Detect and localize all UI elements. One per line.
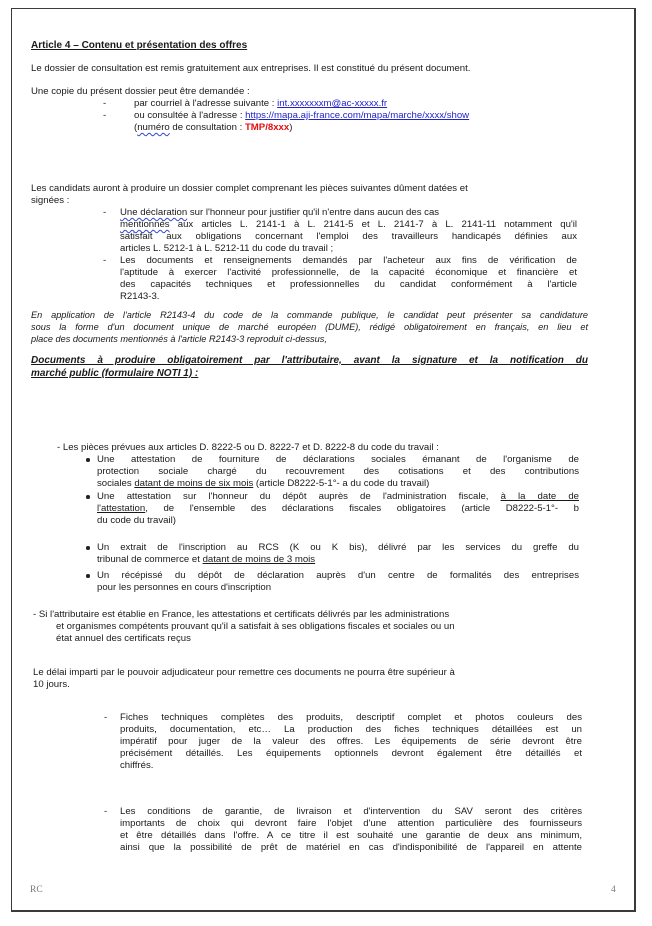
spellcheck-word: numéro	[137, 122, 170, 133]
paren-open: (	[134, 122, 138, 133]
section-heading: Article 4 – Contenu et présentation des offres	[31, 40, 248, 51]
bullet-icon	[86, 495, 90, 499]
pieces-bullet-1	[97, 454, 579, 490]
line: importants de choix qui devront faire l'objet d'une attention particulière des fournisseurs	[120, 818, 582, 829]
email-link[interactable]: int.xxxxxxxm@ac-xxxxx.fr	[277, 98, 388, 109]
requirement-warranty	[120, 806, 582, 854]
list-dash: -	[104, 806, 108, 817]
underlined-text: datant de moins de 3 mois	[202, 554, 316, 565]
line: Une attestation de fourniture de déclarations sociales émanant de l'organisme de	[97, 454, 579, 465]
page-number: 4	[611, 885, 616, 895]
line: des capacités techniques et professionnelles du candidat conformément à l'article	[120, 279, 577, 290]
line: protection sociale chargé du recouvrement des cotisations et des contributions	[97, 466, 579, 477]
attributaire-heading	[31, 354, 588, 380]
line-text: sur l'honneur pour justifier qu'il n'entre dans aucun des cas	[187, 207, 440, 218]
line: R2143-3.	[120, 291, 160, 302]
consultation-url-link[interactable]: https://mapa.aji-france.com/mapa/marche/xxxx/show	[245, 110, 470, 121]
spellcheck-word: mentionnés	[120, 219, 170, 230]
line	[97, 554, 579, 566]
copy-request-lead: Une copie du présent dossier peut être demandée :	[31, 86, 250, 97]
requirement-technical-sheets	[120, 712, 582, 772]
line: pour les personnes en cours d'inscription	[97, 582, 272, 593]
france-clause-line2: et organismes compétents prouvant qu'il a satisfait à ses obligations fiscales et sociales ou un	[56, 621, 455, 632]
pieces-bullet-4	[97, 570, 579, 594]
copy-request-url-item	[134, 110, 469, 122]
line: articles L. 5212-1 à L. 5212-11 du code du travail ;	[120, 243, 334, 254]
line: marché public (formulaire NOTI 1) :	[31, 368, 199, 379]
candidate-item-declaration	[120, 207, 577, 255]
text: sociales	[97, 478, 135, 489]
line	[97, 503, 579, 515]
bullet-icon	[86, 458, 90, 462]
paren-close: )	[289, 122, 293, 133]
line	[120, 207, 577, 219]
consultation-number-label: de consultation :	[169, 122, 245, 133]
line-text: aux articles L. 2141-1 à L. 2141-5 et L. 2141-7 à L. 2141-11 notamment qu'il	[169, 219, 577, 230]
line: l'aptitude à exercer l'activité professionnelle, de la capacité économique et financière et	[120, 267, 577, 278]
line: Un récépissé du dépôt de déclaration auprès d'un centre de formalités des entreprises	[97, 570, 579, 581]
pieces-bullet-3	[97, 542, 579, 566]
line: sous la forme d'un document unique de marché européen (DUME), rédigé obligatoirement en français, en lieu et	[31, 322, 588, 332]
candidate-item-documents	[120, 255, 577, 303]
delay-line1: Le délai imparti par le pouvoir adjudicateur pour remettre ces documents ne pourra être supérieur à	[33, 667, 455, 678]
copy-request-email-item	[134, 98, 387, 110]
line: Documents à produire obligatoirement par l'attributaire, avant la signature et la notification du	[31, 355, 588, 366]
pieces-lead: - Les pièces prévues aux articles D. 8222-5 ou D. 8222-7 et D. 8222-8 du code du travail :	[57, 442, 439, 453]
consultation-number-value: TMP/8xxx	[244, 122, 290, 133]
line: chiffrés.	[120, 760, 154, 771]
candidates-lead: Les candidats auront à produire un dossier complet comprenant les pièces suivantes dûment datées et	[31, 183, 468, 194]
line: Les documents et renseignements demandés par l'acheteur aux fins de vérification de	[120, 255, 577, 266]
list-dash: -	[103, 207, 107, 218]
france-clause-line3: état annuel des certificats reçus	[56, 633, 191, 644]
line	[97, 478, 579, 490]
line	[97, 491, 579, 503]
bullet-icon	[86, 546, 90, 550]
line: produits, documentation, etc… La production des fiches techniques détaillées est un	[120, 724, 582, 735]
candidates-lead-cont: signées :	[31, 195, 70, 206]
line: impératif pour juger de la valeur des offres. Les équipements de série devront être	[120, 736, 582, 747]
item-text: par courriel à l'adresse suivante :	[134, 98, 278, 109]
bullet-icon	[86, 574, 90, 578]
underlined-text: datant de moins de six mois	[134, 478, 254, 489]
france-clause-line1: - Si l'attributaire est établie en France, les attestations et certificats délivrés par les administrations	[33, 609, 450, 620]
text: (article D8222-5-1°- a du code du travail)	[253, 478, 430, 489]
item-text: ou consultée à l'adresse :	[134, 110, 246, 121]
line: du code du travail)	[97, 515, 176, 526]
line: Les conditions de garantie, de livraison et d'intervention du SAV seront des critères	[120, 806, 582, 817]
text: tribunal de commerce et	[97, 554, 203, 565]
consultation-number	[134, 122, 292, 134]
underlined-text: à la date de	[500, 491, 579, 502]
list-dash: -	[103, 255, 107, 266]
list-dash: -	[103, 98, 107, 109]
line: Fiches techniques complètes des produits, descriptif complet et photos couleurs des	[120, 712, 582, 723]
text: Une attestation sur l'honneur du dépôt auprès de l'administration fiscale,	[97, 491, 501, 502]
text: , de l'ensemble des déclarations fiscales obligatoires (article D8222-5-1°- b	[145, 503, 579, 514]
list-dash: -	[103, 110, 107, 121]
line: précisément détaillés. Les équipements optionnels devront également être détaillés et	[120, 748, 582, 759]
line: et être détaillés dans l'offre. A ce titre il est souhaité une garantie de deux ans minimum,	[120, 830, 582, 841]
delay-line2: 10 jours.	[33, 679, 70, 690]
underlined-text: l'attestation	[97, 503, 146, 514]
line: Un extrait de l'inscription au RCS (K ou K bis), délivré par les services du greffe du	[97, 542, 579, 553]
line: En application de l'article R2143-4 du code de la commande publique, le candidat peut présenter sa candidature	[31, 310, 588, 320]
line: place des documents mentionnés à l'article R2143-3 reproduit ci-dessus,	[31, 334, 327, 344]
line: ainsi que la possibilité de prêt de matériel en cas d'indisponibilité de l'appareil en attente	[120, 842, 582, 853]
list-dash: -	[104, 712, 108, 723]
intro-paragraph: Le dossier de consultation est remis gratuitement aux entreprises. Il est constitué du présent document.	[31, 63, 471, 74]
pieces-bullet-2	[97, 491, 579, 527]
line	[120, 219, 577, 231]
line: satisfait aux obligations concernant l'emploi des travailleurs handicapés définies aux	[120, 231, 577, 242]
footer-left-label: RC	[30, 885, 43, 895]
dume-note	[31, 309, 588, 345]
spellcheck-word: Une déclaration	[120, 207, 188, 218]
